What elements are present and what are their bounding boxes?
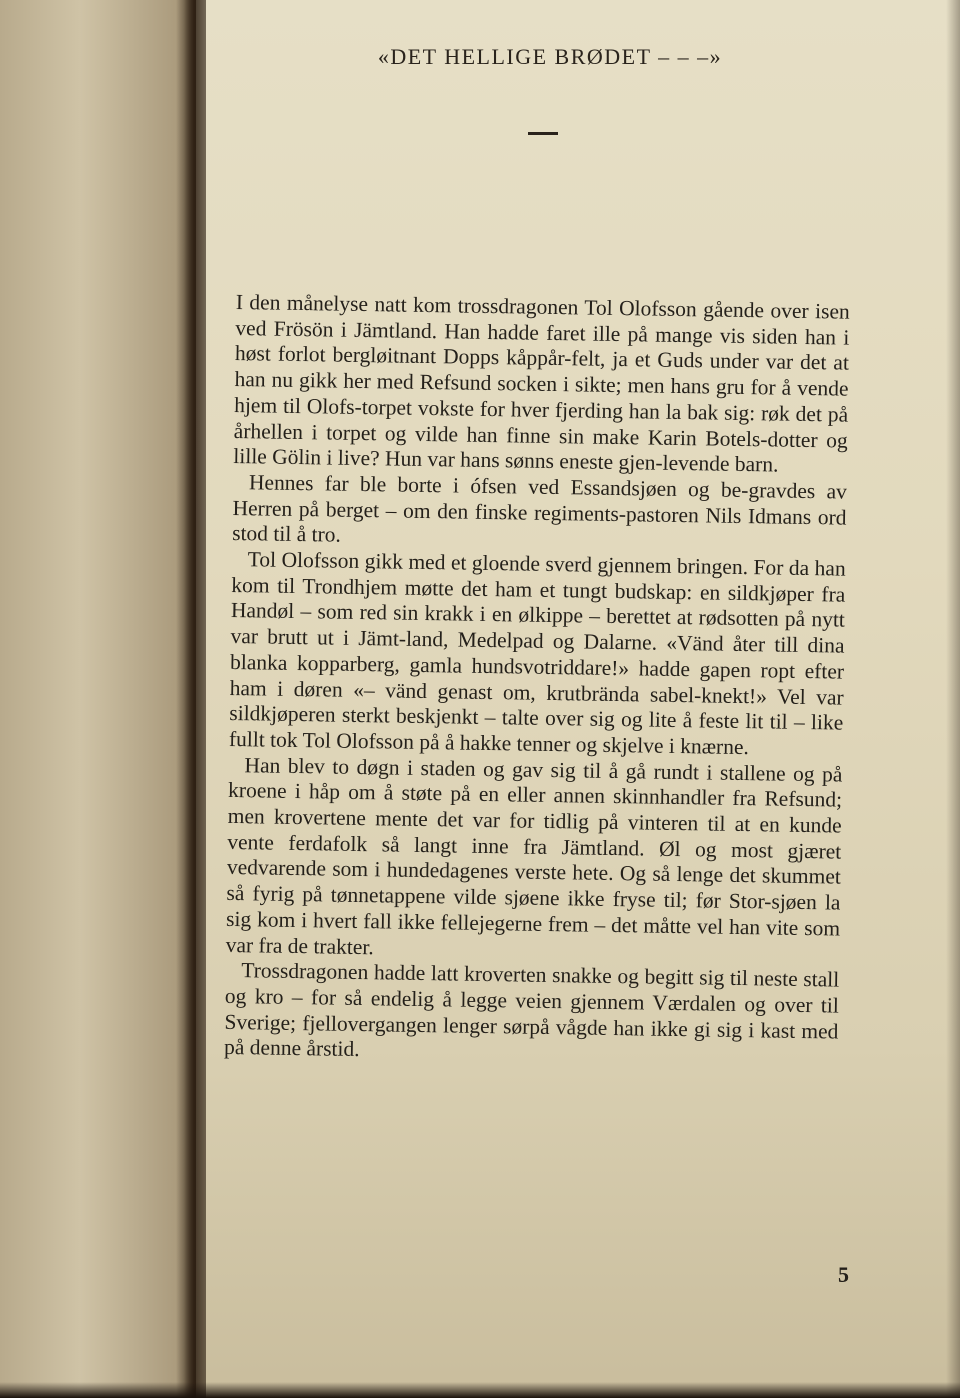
page-right-shadow xyxy=(946,0,960,1398)
paragraph-1: I den månelyse natt kom trossdragonen Tol Olofsson gående over isen ved Frösön i Jämtland. Han hadde faret ille på mange vis siden han i høst forlot bergløitnant Dopps kåppår-felt, ja et Guds under var det at han nu gikk her med Refsund socken i sikte; men hans gru for å vende hjem til Olofs-torpet vokste for hver fjerding han la bak sig: røk det på århellen i torpet og vilde han finne sin make Karin Botels-dotter og lille Gölin i live? Hun var hans sønns eneste gjen-levende barn. xyxy=(233,290,850,477)
paragraph-4: Han blev to døgn i staden og gav sig til å gå rundt i stallene og på kroene i håp om å støte på en eller annen skinnhandler fra Refsund; men krovertene mente det var for tidlig på vinteren til at en kunde vente ferdafolk så langt inne fra Jämtland. Øl og most gjæret vedvarende som i hundedagenes verste hete. Og så lenge det skummet så fyrig på tønnetappene vilde sjøene ikke fryse til; før Stor-sjøen la sig kom i hvert fall ikke fellejegerne frem – det måtte vel han vite som var fra de trakter. xyxy=(225,752,843,959)
paragraph-2: Hennes far ble borte i ófsen ved Essandsjøen og be-gravdes av Herren på berget – om den finske regiments-pastoren Nils Idmans ord stod til å tro. xyxy=(231,470,848,548)
book-spine-shadow xyxy=(176,0,206,1398)
paragraph-3: Tol Olofsson gikk med et gloende sverd gjennem bringen. For da han kom til Trondhjem møtte det ham et tungt budskap: en sildkjøper fra Handøl – som red sin krakk i en ølkippe – berettet at rødsotten på nytt var brutt ut i Jämt-land, Medelpad og Dalarne. «Vänd åter till dina blanka kopparberg, gamla hundsvotriddare!» hadde gapen ropt efter ham i døren «– vänd genast om, krutbrända sabel-knekt!» Vel var sildkjøperen sterkt beskjenkt – talte over sig og lite å feste lit til – like fullt tok Tol Olofsson på å hakke tenner og skjelve i knærne. xyxy=(228,547,846,760)
book-left-edge xyxy=(0,0,200,1398)
paragraph-5: Trossdragonen hadde latt kroverten snakke og begitt sig til neste stall og kro – for så endelig å legge veien gjennem Værdalen og over til Sverige; fjellovergangen lenger sørpå vågde han ikke gi sig i kast med på denne årstid. xyxy=(223,958,840,1062)
body-text xyxy=(224,290,850,1071)
page-number: 5 xyxy=(838,1262,849,1287)
page-bottom-shadow xyxy=(0,1382,960,1398)
running-head: «DET HELLIGE BRØDET – – –» xyxy=(377,44,723,69)
ornament-dash xyxy=(528,132,558,135)
